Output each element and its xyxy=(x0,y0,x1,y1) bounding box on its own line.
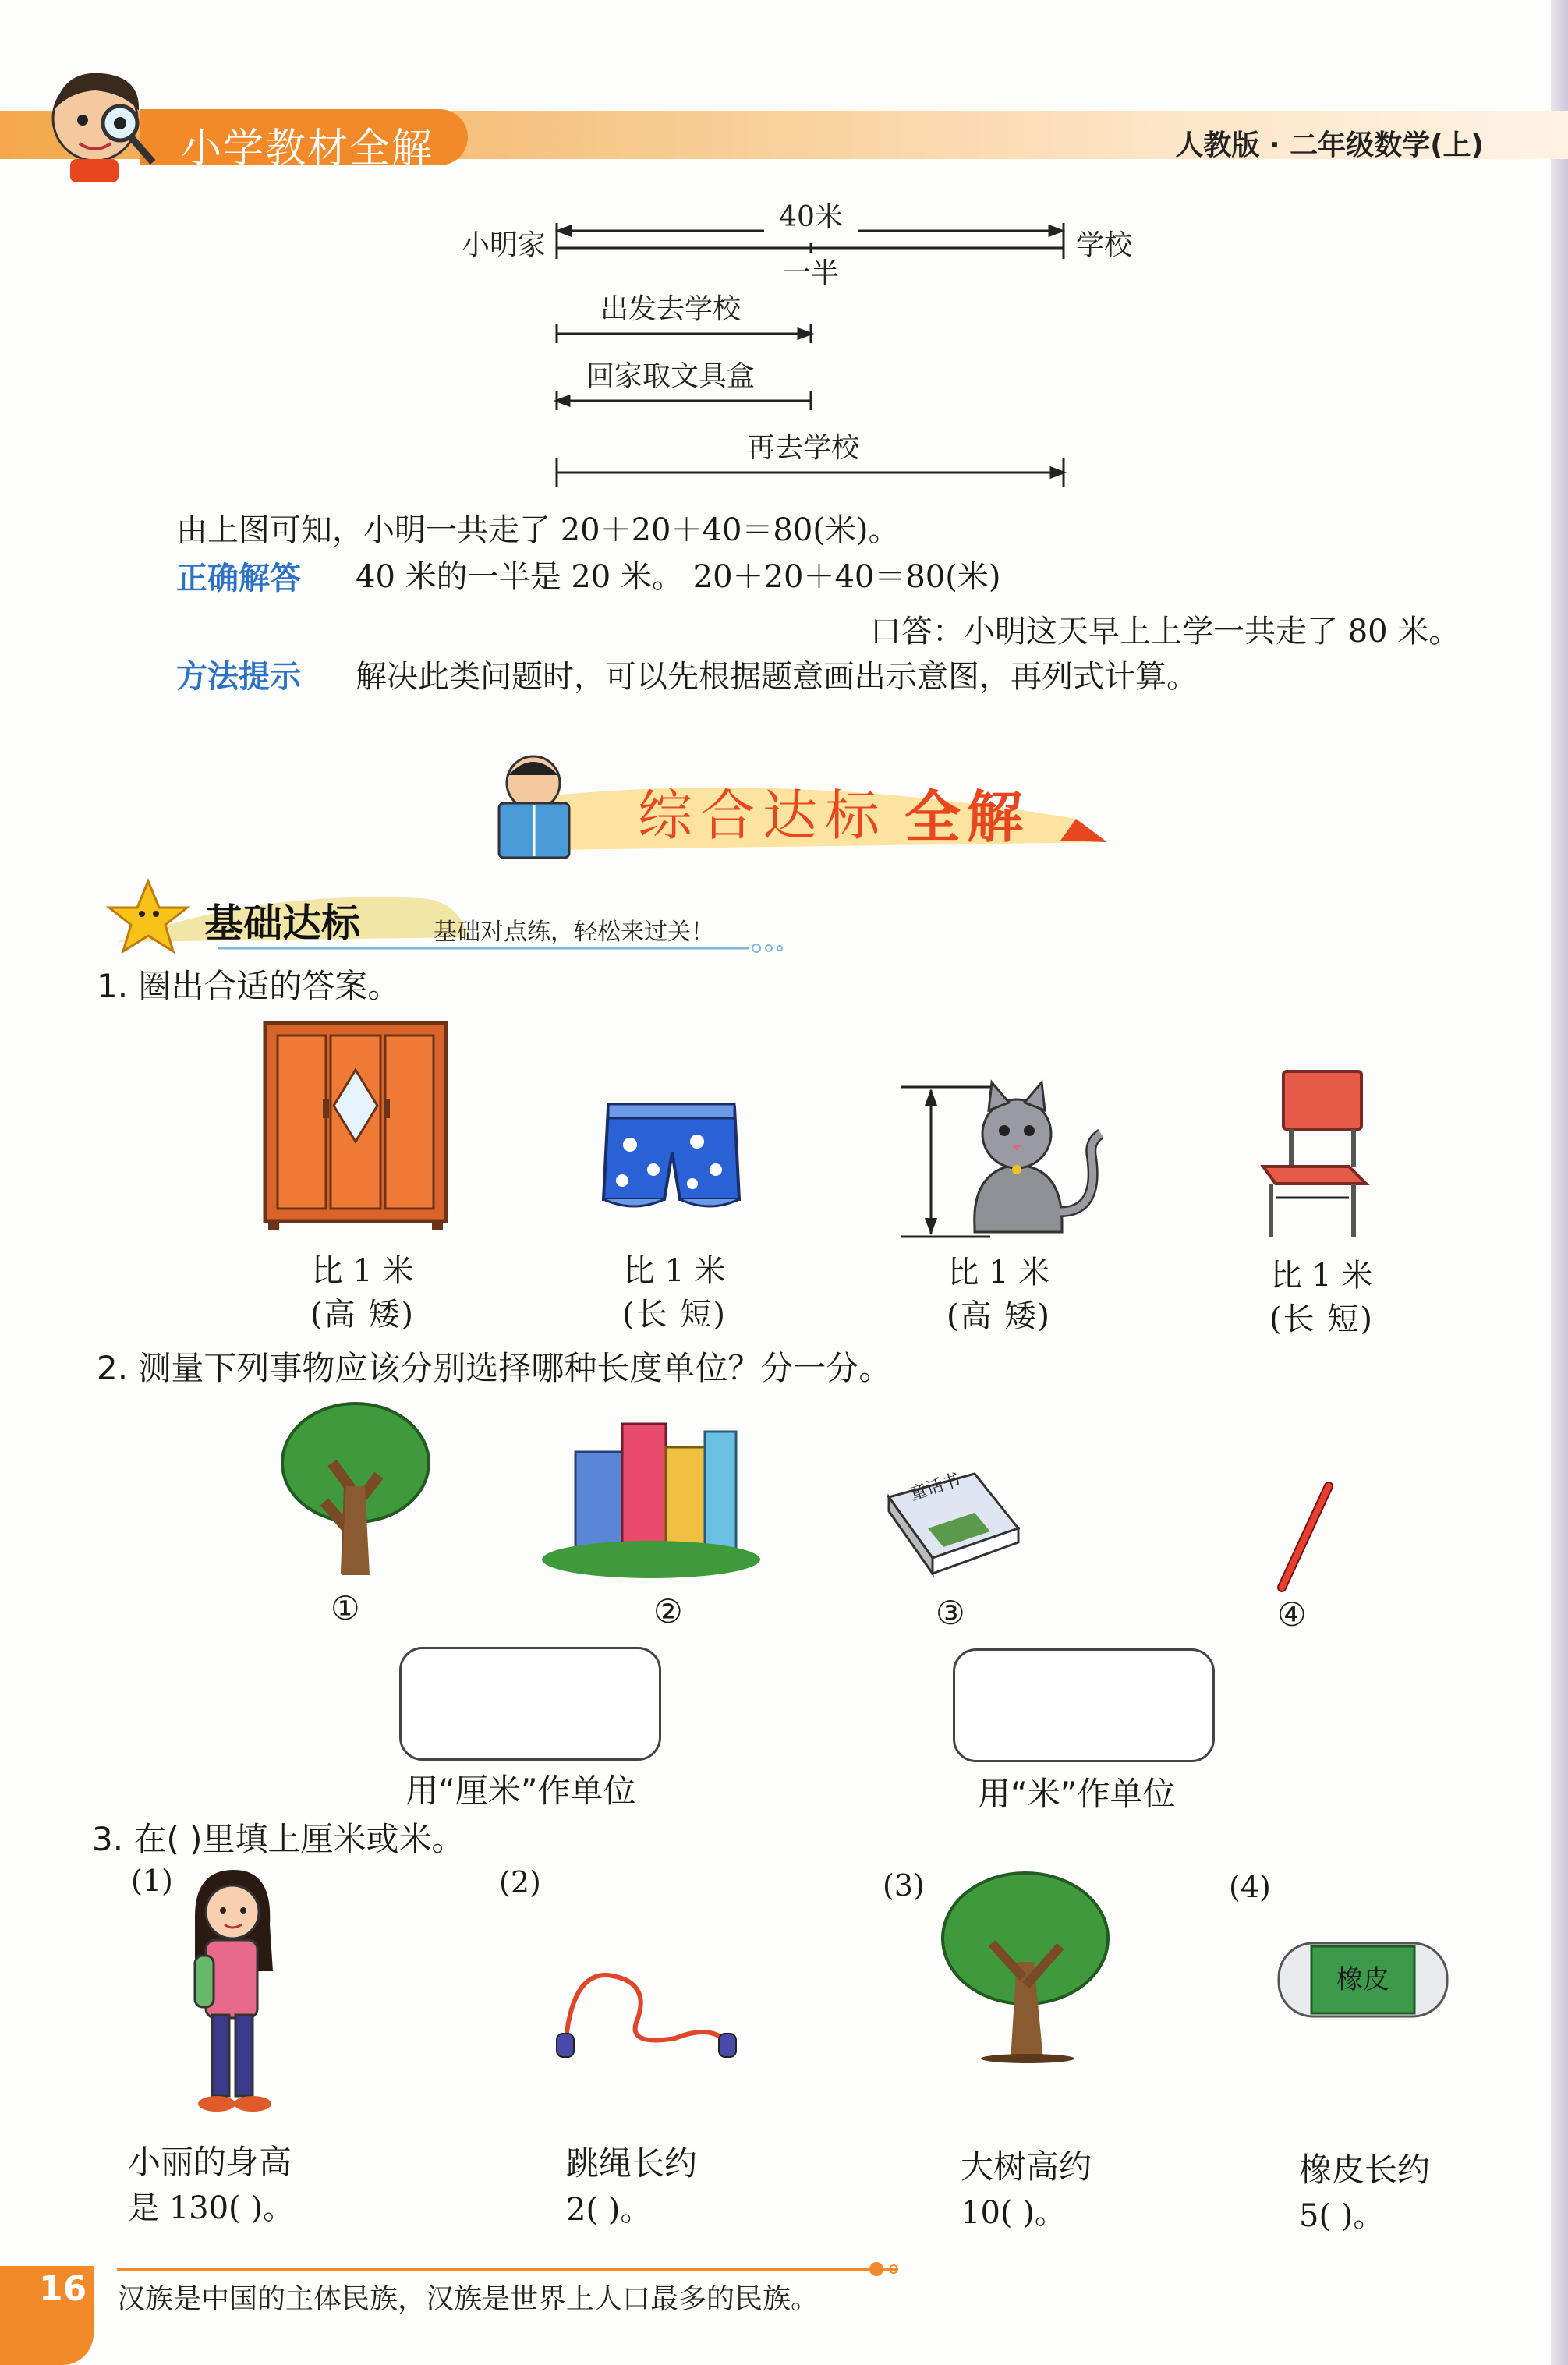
q3-num-4: (4) xyxy=(1229,1870,1271,1904)
q1-prompt: 1. 圈出合适的答案。 xyxy=(97,967,401,1005)
diagram-start-label: 小明家 xyxy=(461,229,546,261)
q2-label-2: ② xyxy=(653,1592,683,1630)
q3-prompt: 3. 在( )里填上厘米或米。 xyxy=(92,1820,465,1858)
tip-text: 解决此类问题时，可以先根据题意画出示意图，再列式计算。 xyxy=(356,659,1198,695)
diagram-segment1-label: 出发去学校 xyxy=(600,293,742,325)
basic-title: 基础达标 xyxy=(204,901,360,946)
diagram-segment2-label: 回家取文具盒 xyxy=(586,360,756,392)
answer-text: 40 米的一半是 20 米。 20＋20＋40＝80(米) xyxy=(356,559,1001,595)
q3-text-4-line2[interactable]: 5( )。 xyxy=(1299,2198,1385,2234)
q1-options-3[interactable]: (高 矮) xyxy=(947,1298,1051,1334)
q1-caption-2: 比 1 米 xyxy=(623,1253,726,1289)
answer-label: 正确解答 xyxy=(176,561,301,597)
centimeter-box-caption: 用“厘米”作单位 xyxy=(405,1772,636,1810)
storybook-icon xyxy=(881,1466,1021,1580)
tip-label: 方法提示 xyxy=(176,659,301,695)
q3-text-4-line1: 橡皮长约 xyxy=(1299,2151,1431,2189)
q1-caption-4: 比 1 米 xyxy=(1270,1258,1373,1294)
q3-text-3-line2[interactable]: 10( )。 xyxy=(961,2195,1066,2231)
footer-dots-icon xyxy=(865,2258,912,2282)
storybook-title: 童话书 xyxy=(908,1470,963,1505)
q2-label-1: ① xyxy=(331,1589,360,1627)
chair-icon xyxy=(1252,1065,1374,1244)
diagram-segment3-label: 再去学校 xyxy=(746,432,860,464)
cat-with-height-marker-icon xyxy=(897,1079,1123,1244)
edition-label: 人教版 · 二年级数学(上) xyxy=(1175,129,1484,161)
big-tree-icon xyxy=(936,1868,1115,2063)
section-title-strong: 全解 xyxy=(904,784,1030,850)
wardrobe-icon xyxy=(260,1018,452,1232)
tree-icon xyxy=(278,1400,434,1577)
q2-label-3: ③ xyxy=(936,1594,965,1632)
diagram-half-label: 一半 xyxy=(782,257,840,289)
buildings-icon xyxy=(538,1408,764,1580)
eraser-icon xyxy=(1276,1937,1452,2021)
diagram-distance-label: 40米 xyxy=(779,201,843,233)
q1-options-2[interactable]: (长 短) xyxy=(622,1297,727,1333)
footer-line xyxy=(117,2268,897,2271)
page-edge-strip xyxy=(1551,0,1568,2365)
q3-num-3: (3) xyxy=(883,1868,925,1903)
footer-fact: 汉族是中国的主体民族，汉族是世界上人口最多的民族。 xyxy=(117,2283,819,2315)
jump-rope-icon xyxy=(543,1953,742,2062)
meter-box-caption: 用“米”作单位 xyxy=(978,1775,1176,1813)
girl-icon xyxy=(172,1862,288,2119)
section-title: 综合达标 xyxy=(638,784,887,848)
basic-subtitle: 基础对点练，轻松来过关！ xyxy=(434,919,714,946)
diagram-end-label: 学校 xyxy=(1076,229,1133,261)
q3-text-3-line1: 大树高约 xyxy=(961,2147,1092,2186)
q1-caption-1: 比 1 米 xyxy=(311,1253,414,1289)
brand-title: 小学教材全解 xyxy=(181,126,434,172)
centimeter-answer-box[interactable] xyxy=(399,1647,661,1761)
solution-summary: 由上图可知，小明一共走了 20＋20＋40＝80(米)。 xyxy=(176,512,900,548)
q3-num-2: (2) xyxy=(499,1865,541,1899)
q3-num-1: (1) xyxy=(131,1864,173,1898)
q1-caption-3: 比 1 米 xyxy=(947,1255,1050,1290)
mascot-boy-magnifier-icon xyxy=(39,62,164,187)
q2-label-4: ④ xyxy=(1277,1595,1307,1634)
q3-text-2-line1: 跳绳长约 xyxy=(566,2144,698,2183)
route-diagram xyxy=(437,195,1170,507)
shorts-icon xyxy=(599,1098,744,1220)
q3-text-1-line2[interactable]: 是 130( )。 xyxy=(128,2190,294,2226)
q2-prompt: 2. 测量下列事物应该分别选择哪种长度单位？分一分。 xyxy=(97,1349,892,1387)
q3-text-1-line1: 小丽的身高 xyxy=(128,2143,292,2181)
meter-answer-box[interactable] xyxy=(953,1648,1215,1762)
answer-reply: 口答：小明这天早上上学一共走了 80 米。 xyxy=(870,614,1460,650)
pencil-stick-icon xyxy=(1263,1478,1341,1595)
eraser-label: 橡皮 xyxy=(1336,1964,1389,1995)
page-number: 16 xyxy=(39,2269,87,2309)
q1-options-4[interactable]: (长 短) xyxy=(1269,1301,1374,1337)
q3-text-2-line2[interactable]: 2( )。 xyxy=(566,2192,652,2228)
q1-options-1[interactable]: (高 矮) xyxy=(310,1297,415,1333)
